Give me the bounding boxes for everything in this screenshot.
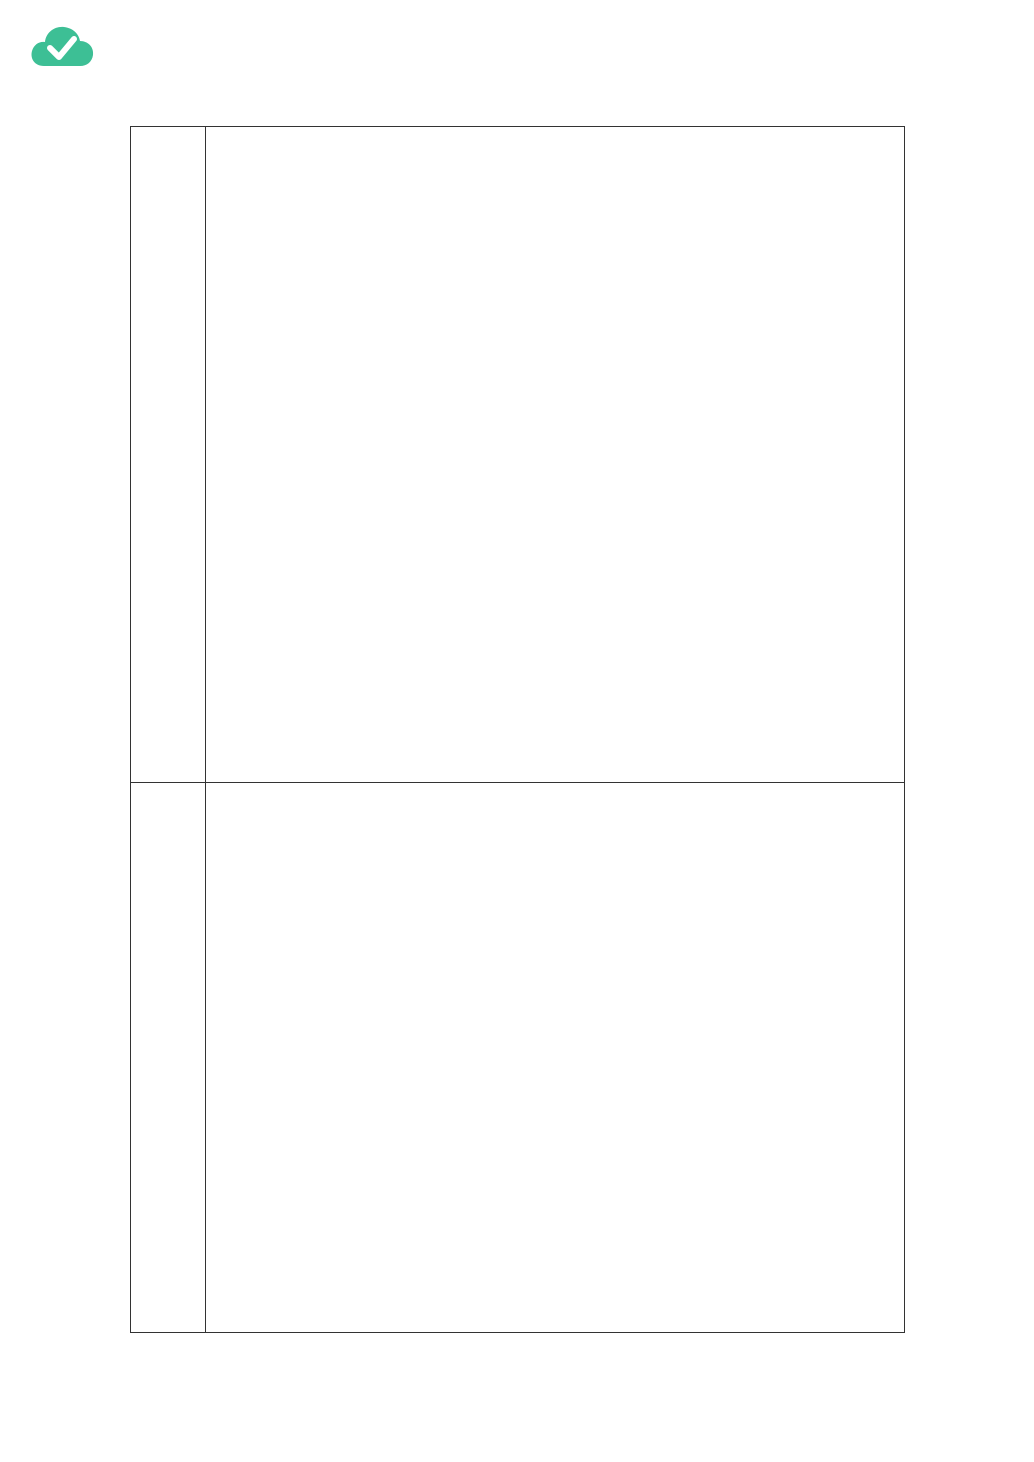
cloud-check-icon <box>30 22 96 72</box>
brand-logo <box>30 22 190 74</box>
row-divider <box>131 782 904 783</box>
column-divider <box>205 127 206 1332</box>
content-table <box>130 126 905 1333</box>
